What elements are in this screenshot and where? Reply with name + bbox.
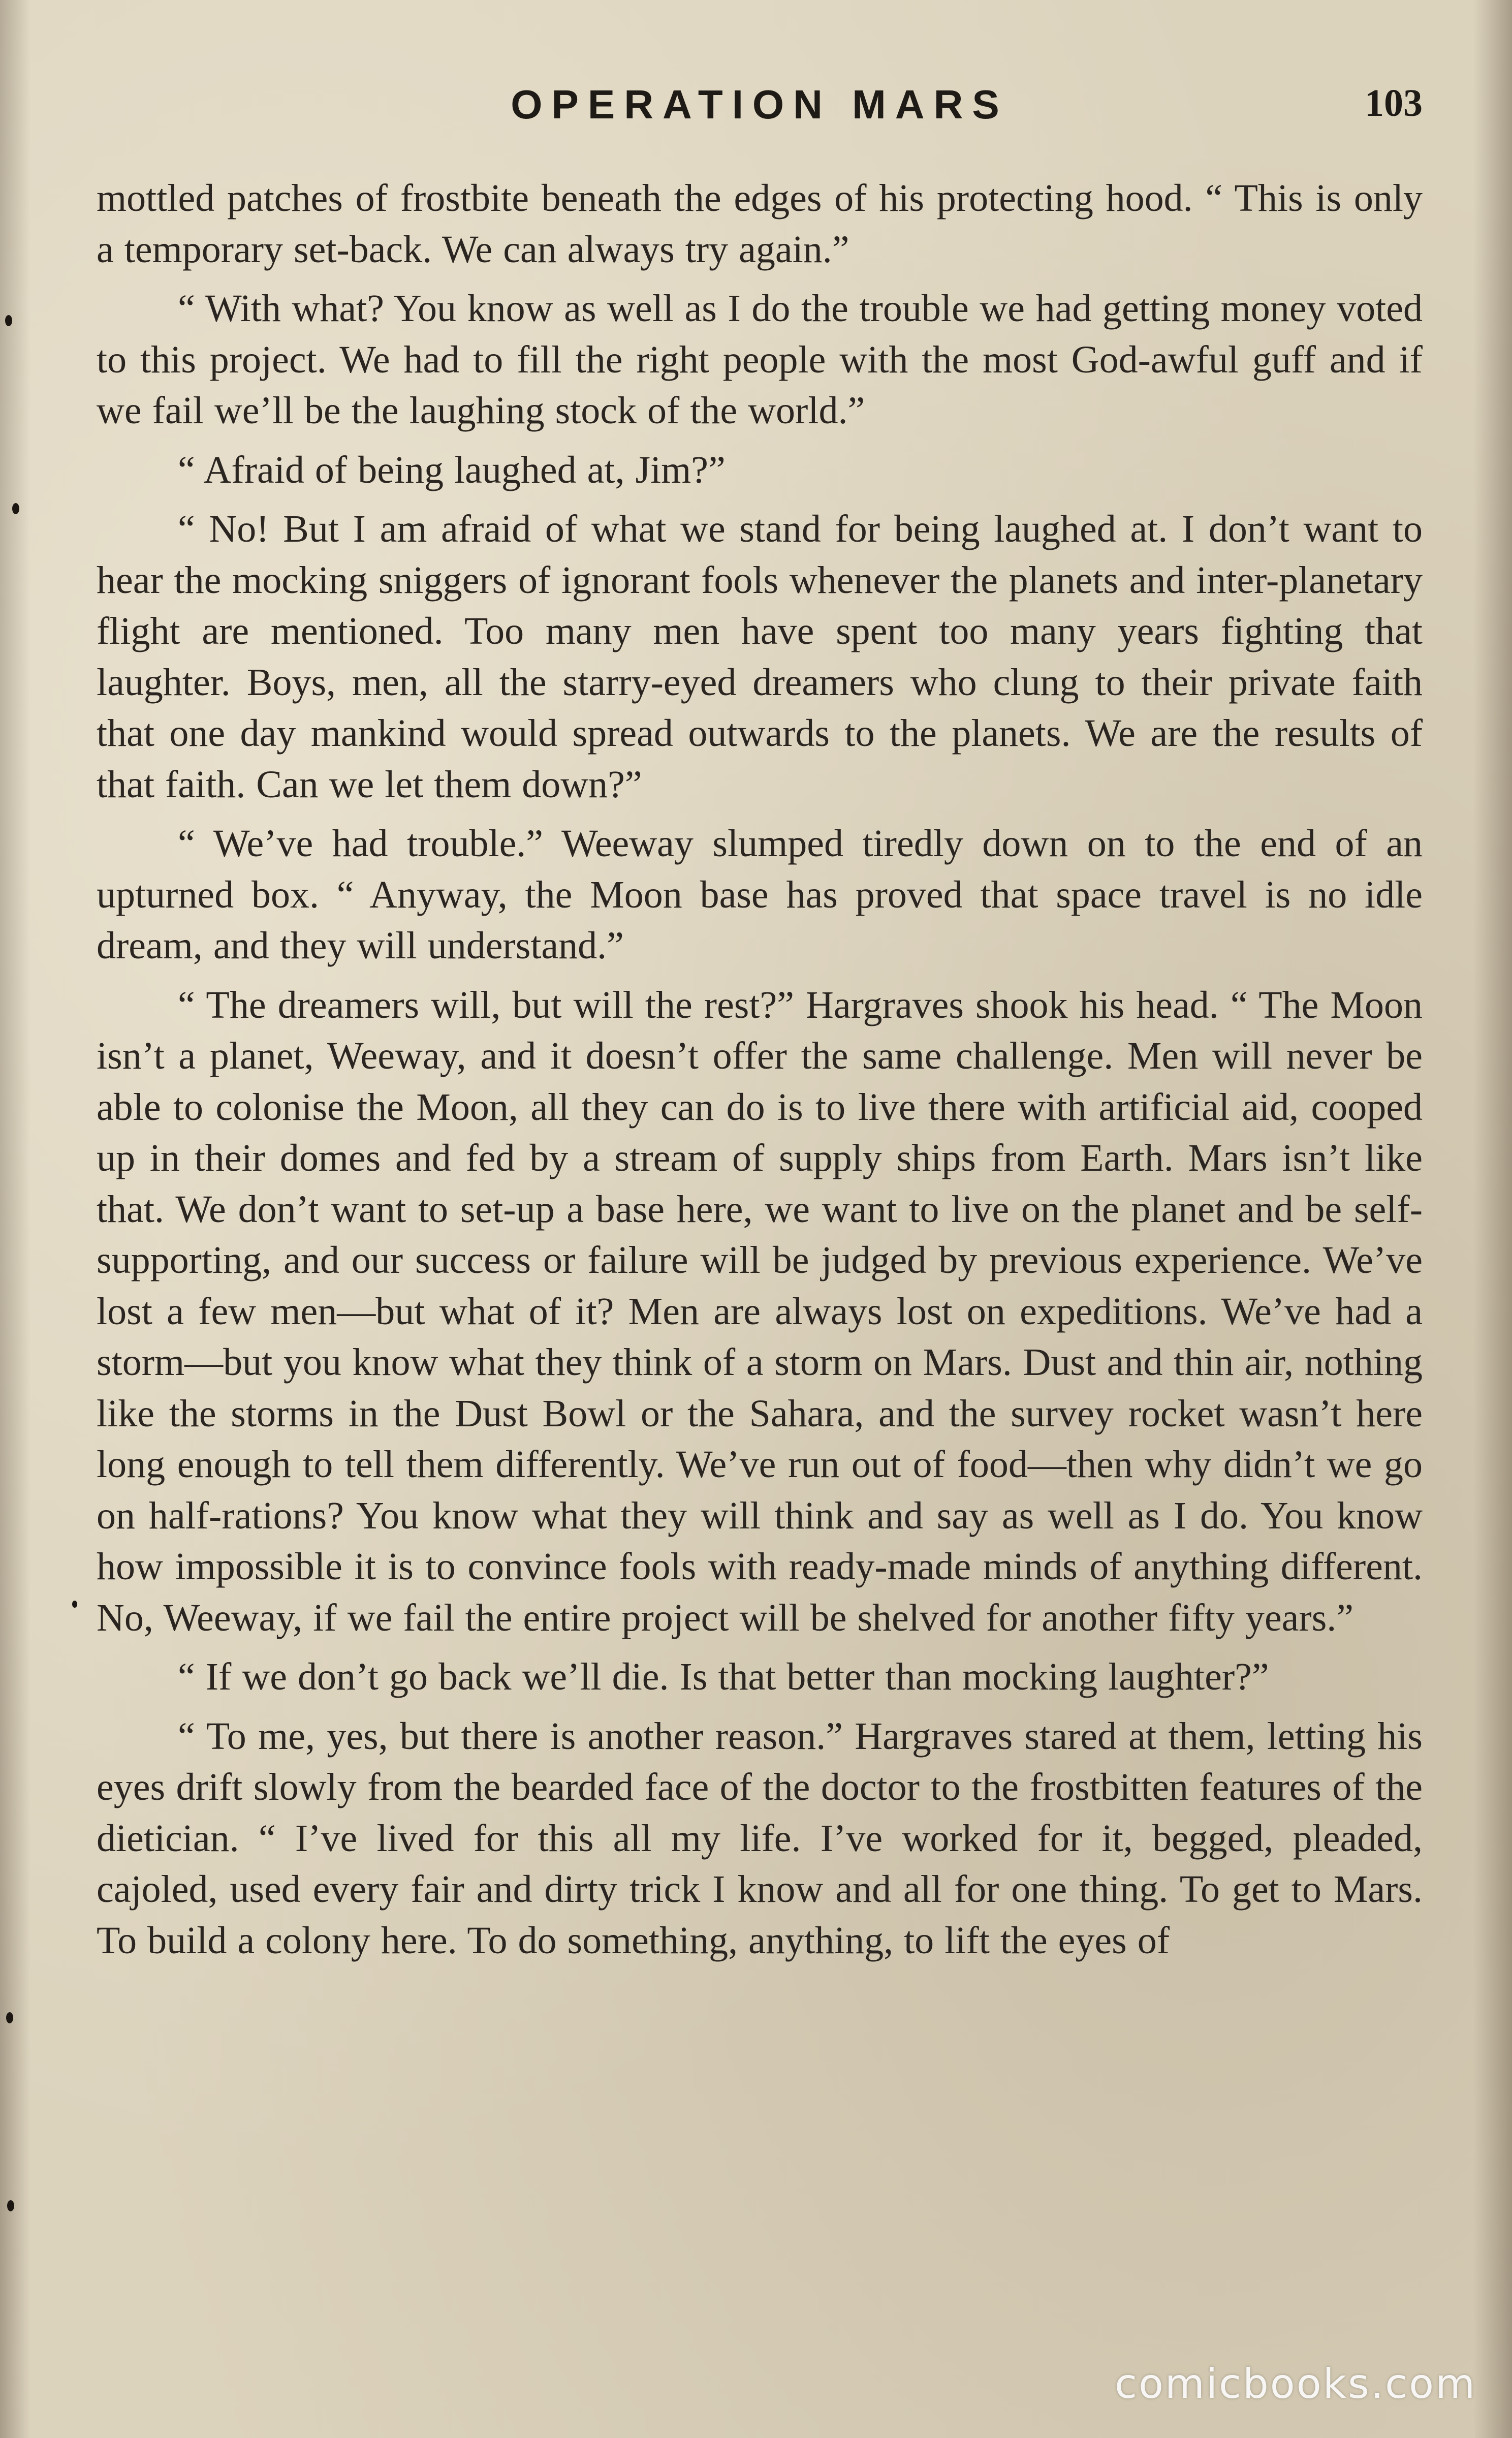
paragraph: “ No! But I am afraid of what we stand for being laughed at. I don’t want to hear the mocking sniggers of ignorant fools whenever the planets and inter-planetary flight are mentioned. Too many men have spent too many years fighting that laughter. Boys, men, all the starry-eyed dreamers who clung to their private faith that one day mankind would spread outwards to the planets. We are the results of that faith. Can we let them down?” [97, 508, 1423, 806]
running-title: OPERATION MARS [511, 82, 1009, 127]
paragraph: “ To me, yes, but there is another reason.” Hargraves stared at them, letting his eyes drift slowly from the bearded face of the doctor to the frostbitten features of the dietician. “ I’ve lived for this all my life. I’ve worked for it, begged, pleaded, cajoled, used every fair and dirty trick I know and all for one thing. To get to Mars. To build a colony here. To do something, anything, to lift the eyes of [97, 1714, 1423, 1962]
ink-speck [7, 2200, 14, 2211]
paragraph: mottled patches of frostbite beneath the edges of his protecting hood. “ This is only a temporary set-back. We can always try again.” [97, 177, 1423, 271]
paragraph: “ The dreamers will, but will the rest?” Hargraves shook his head. “ The Moon isn’t a planet, Weeway, and it doesn’t offer the same challenge. Men will never be able to colonise the Moon, all they can do is to live there with artificial aid, cooped up in their domes and fed by a stream of supply ships from Earth. Mars isn’t like that. We don’t want to set-up a base here, we want to live on the planet and be self-supporting, and our success or failure will be judged by previous experience. We’ve lost a few men—but what of it? Men are always lost on expeditions. We’ve had a storm—but you know what they think of a storm on Mars. Dust and thin air, nothing like the storms in the Dust Bowl or the Sahara, and the survey rocket wasn’t here long enough to tell them differently. We’ve run out of food—then why didn’t we go on half-rations? You know what they will think and say as well as I do. You know how impossible it is to convince fools with ready-made minds of anything different. No, Weeway, if we fail the entire project will be shelved for another fifty years.” [97, 983, 1423, 1639]
page-header [97, 81, 1423, 142]
paragraph: “ We’ve had trouble.” Weeway slumped tiredly down on to the end of an upturned box. “ Anyway, the Moon base has proved that space travel is no idle dream, and they will understand.” [97, 822, 1423, 967]
ink-speck [6, 2012, 13, 2023]
ink-speck [5, 315, 12, 326]
paragraph: “ If we don’t go back we’ll die. Is that better than mocking laughter?” [178, 1655, 1269, 1698]
ink-speck [72, 1601, 77, 1608]
ink-speck [12, 503, 19, 514]
body-text [97, 173, 1423, 1974]
watermark: comicbooks.com [1114, 2360, 1476, 2408]
paragraph: “ Afraid of being laughed at, Jim?” [178, 448, 726, 491]
page-number: 103 [1365, 82, 1423, 124]
paragraph: “ With what? You know as well as I do the trouble we had getting money voted to this project. We had to fill the right people with the most God-awful guff and if we fail we’ll be the laughing stock of the world.” [97, 287, 1423, 432]
